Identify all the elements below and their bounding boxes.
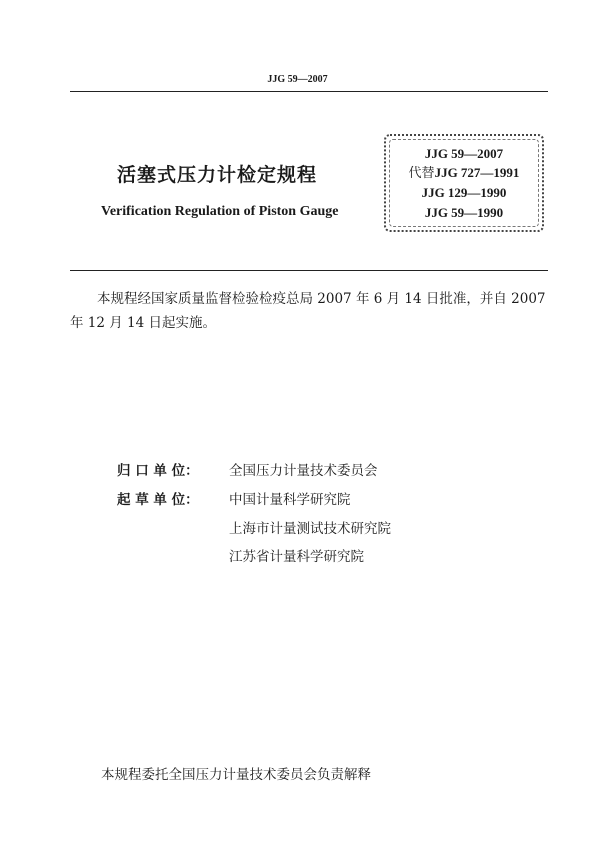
section-divider: [70, 270, 548, 271]
replaces-line: [386, 165, 542, 182]
drafting-org-2: 上海市计量测试技术研究院: [229, 521, 391, 537]
drafting-org-1: 中国计量科学研究院: [229, 492, 351, 508]
replaced-code-3: JJG 59—1990: [424, 205, 504, 220]
current-standard-code: JJG 59—2007: [424, 146, 504, 161]
replaced-code-2: JJG 129—1990: [421, 185, 507, 200]
responsible-org-row: [117, 459, 378, 479]
title-chinese: 活塞式压力计检定规程: [117, 164, 318, 186]
title-english: Verification Regulation of Piston Gauge: [101, 204, 339, 219]
standard-code-box: [384, 134, 544, 232]
drafting-org-row: [117, 488, 351, 508]
responsible-org: 全国压力计量技术委员会: [229, 463, 378, 479]
header-code: JJG 59—2007: [267, 74, 328, 85]
responsible-org-label: 归 口 单 位：: [117, 463, 199, 479]
replaced-code-1: JJG 727—1991: [434, 165, 520, 180]
interpretation-note: 本规程委托全国压力计量技术委员会负责解释: [101, 767, 371, 783]
header-divider: [70, 91, 548, 92]
replaces-prefix: 代替: [408, 166, 435, 181]
drafting-org-label: 起 草 单 位：: [117, 492, 199, 508]
drafting-org-3: 江苏省计量科学研究院: [229, 549, 364, 565]
approval-statement: 本规程经国家质量监督检验检疫总局 2007 年 6 月 14 日批准，并自 2007 年 12 月 14 日起实施。: [70, 291, 546, 331]
